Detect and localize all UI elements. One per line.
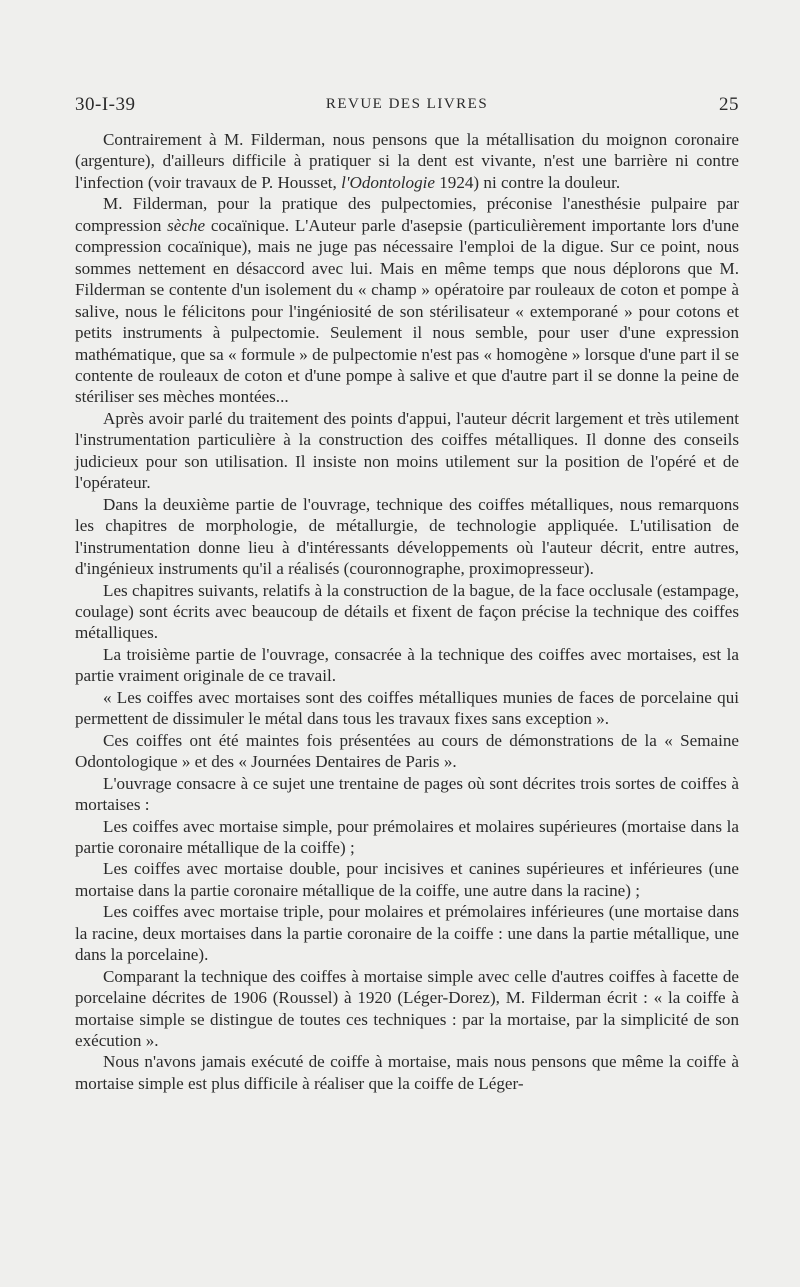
body-text [75,129,739,1094]
paragraph-12: Les coiffes avec mortaise triple, pour molaires et prémolaires inférieures (une mortaise dans la racine, deux mortaises dans la partie coronaire de la coiffe : une dans la partie métallique, une dans la porcelaine). [75,902,739,965]
paragraph-11: Les coiffes avec mortaise double, pour incisives et canines supérieures et inférieures (une mortaise dans la partie coronaire métallique de la coiffe, une autre dans la racine) ; [75,859,739,900]
paragraph-14: Nous n'avons jamais exécuté de coiffe à mortaise, mais nous pensons que même la coiffe à mortaise simple est plus difficile à réaliser que la coiffe de Léger- [75,1052,739,1093]
running-header [75,94,739,120]
paragraph-3: Après avoir parlé du traitement des points d'appui, l'auteur décrit largement et très utilement l'instrumentation particulière à la construction des coiffes métalliques. Il donne des conseils judicieux pour son utilisation. Il insiste non moins utilement sur la position de l'opéré et de l'opérateur. [75,408,739,493]
paragraph-1: Contrairement à M. Filderman, nous pensons que la métallisation du moignon coronaire (argenture), d'ailleurs difficile à pratiquer si la dent est vivante, n'est une barrière ni contre l'infection (voir travaux de P. Housset, l'Odontologie 1924) ni contre la douleur. [75,130,739,192]
paragraph-13: Comparant la technique des coiffes à mortaise simple avec celle d'autres coiffes à facette de porcelaine décrites de 1906 (Roussel) à 1920 (Léger-Dorez), M. Filderman écrit : « la coiffe à mortaise simple se distingue de toutes ces techniques : par la mortaise, par la simplicité de son exécution ». [75,966,739,1051]
paragraph-7: « Les coiffes avec mortaises sont des coiffes métalliques munies de faces de porcelaine qui permettent de dissimuler le métal dans tous les travaux fixes sans exception ». [75,687,739,729]
paragraph-9: L'ouvrage consacre à ce sujet une trentaine de pages où sont décrites trois sortes de coiffes à mortaises : [75,773,739,815]
paragraph-5: Les chapitres suivants, relatifs à la construction de la bague, de la face occlusale (estampage, coulage) sont écrits avec beaucoup de détails et fixent de façon précise la technique des coiffes métalliques. [75,580,739,643]
paragraph-8: Ces coiffes ont été maintes fois présentées au cours de démonstrations de la « Semaine Odontologique » et des « Journées Dentaires de Paris ». [75,730,739,772]
paragraph-2: M. Filderman, pour la pratique des pulpectomies, préconise l'anesthésie pulpaire par compression sèche cocaïnique. L'Auteur parle d'asepsie (particulièrement importante lors d'une compression cocaïnique), mais ne juge pas nécessaire l'emploi de la digue. Sur ce point, nous sommes nettement en désaccord avec lui. Mais en même temps que nous déplorons que M. Filderman se contente d'un isolement du « champ » opératoire par rouleaux de coton et pompe à salive, nous le félicitons pour l'ingéniosité de son stérilisateur « extemporané » pour cotons et petits instruments à pulpectomie. Seulement il nous semble, pour user d'une expression mathématique, que sa « formule » de pulpectomie n'est pas « homogène » lorsque d'une part il se contente de rouleaux de coton et d'une pompe à salive et que d'autre part il se donne la peine de stériliser ses mèches montées... [75,194,739,407]
paragraph-10: Les coiffes avec mortaise simple, pour prémolaires et molaires supérieures (mortaise dans la partie coronaire métallique de la coiffe) ; [75,816,739,857]
paragraph-4: Dans la deuxième partie de l'ouvrage, technique des coiffes métalliques, nous remarquons les chapitres de morphologie, de métallurgie, de technologie appliquée. L'utilisation de l'instrumentation donne lieu à d'intéressants développements où l'auteur décrit, entre autres, d'ingénieux instruments qu'il a réalisés (couronnographe, proximopresseur). [75,494,739,579]
page-number: 25 [719,94,739,115]
header-date: 30-I-39 [75,94,136,115]
paragraph-6: La troisième partie de l'ouvrage, consacrée à la technique des coiffes avec mortaises, est la partie vraiment originale de ce travail. [75,644,739,686]
header-title: REVUE DES LIVRES [325,96,489,112]
